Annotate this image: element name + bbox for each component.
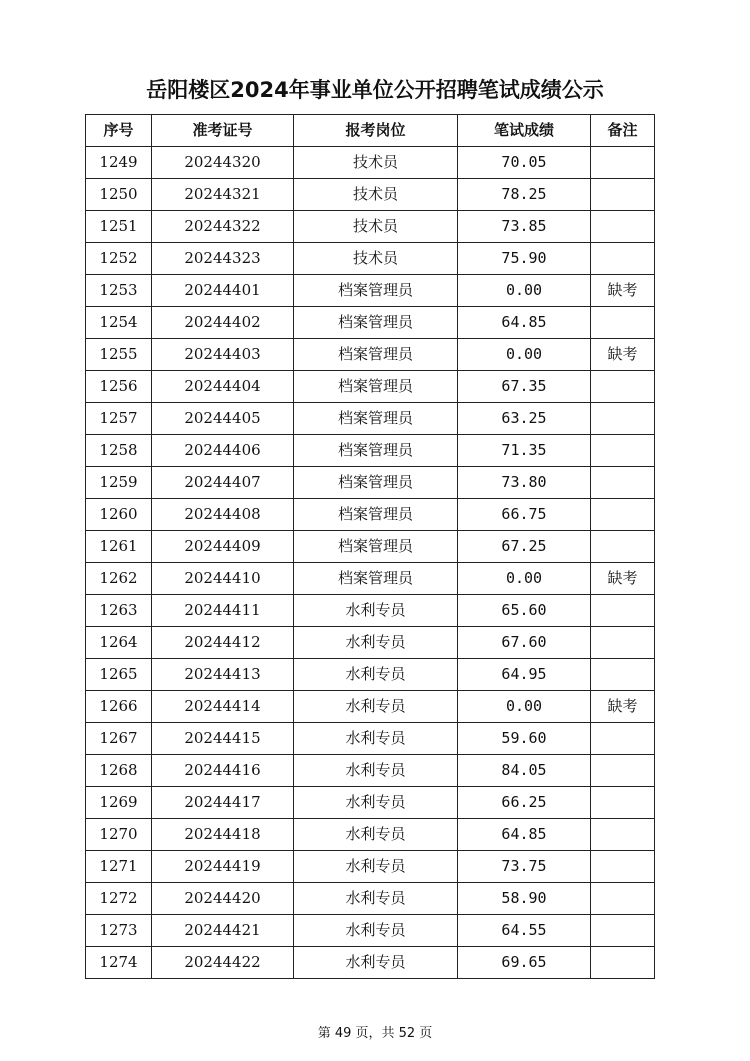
cell-score: 67.60 — [458, 627, 591, 659]
cell-score: 66.75 — [458, 499, 591, 531]
cell-note — [591, 531, 655, 563]
cell-seq: 1272 — [86, 883, 152, 915]
cell-exam-id: 20244419 — [152, 851, 294, 883]
cell-note — [591, 467, 655, 499]
cell-post: 水利专员 — [294, 915, 458, 947]
cell-exam-id: 20244409 — [152, 531, 294, 563]
table-row — [86, 787, 655, 819]
cell-seq: 1259 — [86, 467, 152, 499]
cell-score: 73.80 — [458, 467, 591, 499]
cell-score: 59.60 — [458, 723, 591, 755]
cell-seq: 1261 — [86, 531, 152, 563]
cell-note — [591, 147, 655, 179]
cell-exam-id: 20244406 — [152, 435, 294, 467]
cell-note — [591, 403, 655, 435]
cell-post: 水利专员 — [294, 723, 458, 755]
cell-note — [591, 755, 655, 787]
cell-score: 0.00 — [458, 275, 591, 307]
cell-score: 67.25 — [458, 531, 591, 563]
cell-post: 技术员 — [294, 243, 458, 275]
cell-score: 73.85 — [458, 211, 591, 243]
cell-note — [591, 179, 655, 211]
header-note: 备注 — [591, 115, 655, 147]
cell-exam-id: 20244415 — [152, 723, 294, 755]
cell-note — [591, 915, 655, 947]
cell-score: 64.85 — [458, 819, 591, 851]
cell-exam-id: 20244411 — [152, 595, 294, 627]
table-row — [86, 723, 655, 755]
cell-score: 69.65 — [458, 947, 591, 979]
cell-exam-id: 20244403 — [152, 339, 294, 371]
table-row — [86, 915, 655, 947]
cell-exam-id: 20244422 — [152, 947, 294, 979]
cell-exam-id: 20244320 — [152, 147, 294, 179]
cell-score: 66.25 — [458, 787, 591, 819]
scores-table — [85, 114, 655, 979]
cell-note — [591, 371, 655, 403]
cell-seq: 1253 — [86, 275, 152, 307]
cell-note — [591, 211, 655, 243]
cell-exam-id: 20244408 — [152, 499, 294, 531]
cell-post: 水利专员 — [294, 819, 458, 851]
table-row — [86, 755, 655, 787]
cell-seq: 1256 — [86, 371, 152, 403]
cell-exam-id: 20244407 — [152, 467, 294, 499]
header-seq: 序号 — [86, 115, 152, 147]
cell-post: 水利专员 — [294, 947, 458, 979]
table-row — [86, 243, 655, 275]
cell-score: 75.90 — [458, 243, 591, 275]
cell-exam-id: 20244413 — [152, 659, 294, 691]
table-row — [86, 563, 655, 595]
cell-exam-id: 20244412 — [152, 627, 294, 659]
cell-note: 缺考 — [591, 691, 655, 723]
table-row — [86, 179, 655, 211]
cell-post: 档案管理员 — [294, 563, 458, 595]
cell-note — [591, 499, 655, 531]
cell-note — [591, 851, 655, 883]
cell-post: 档案管理员 — [294, 531, 458, 563]
cell-exam-id: 20244421 — [152, 915, 294, 947]
cell-post: 档案管理员 — [294, 435, 458, 467]
cell-post: 水利专员 — [294, 595, 458, 627]
cell-exam-id: 20244322 — [152, 211, 294, 243]
cell-post: 水利专员 — [294, 851, 458, 883]
cell-seq: 1265 — [86, 659, 152, 691]
table-row — [86, 819, 655, 851]
table-row — [86, 627, 655, 659]
cell-score: 67.35 — [458, 371, 591, 403]
cell-post: 技术员 — [294, 211, 458, 243]
cell-note — [591, 435, 655, 467]
cell-post: 档案管理员 — [294, 307, 458, 339]
table-row — [86, 595, 655, 627]
cell-exam-id: 20244418 — [152, 819, 294, 851]
page-footer: 第 49 页，共 52 页 — [317, 1026, 433, 1041]
cell-exam-id: 20244420 — [152, 883, 294, 915]
table-row — [86, 499, 655, 531]
cell-exam-id: 20244405 — [152, 403, 294, 435]
cell-note — [591, 627, 655, 659]
cell-seq: 1255 — [86, 339, 152, 371]
table-body — [86, 147, 655, 979]
cell-post: 档案管理员 — [294, 499, 458, 531]
cell-post: 技术员 — [294, 179, 458, 211]
table-row — [86, 467, 655, 499]
cell-exam-id: 20244323 — [152, 243, 294, 275]
cell-note — [591, 659, 655, 691]
table-row — [86, 339, 655, 371]
cell-seq: 1267 — [86, 723, 152, 755]
table-row — [86, 371, 655, 403]
cell-note: 缺考 — [591, 339, 655, 371]
cell-seq: 1262 — [86, 563, 152, 595]
cell-post: 档案管理员 — [294, 371, 458, 403]
table-row — [86, 947, 655, 979]
cell-seq: 1254 — [86, 307, 152, 339]
cell-post: 技术员 — [294, 147, 458, 179]
cell-seq: 1249 — [86, 147, 152, 179]
cell-seq: 1252 — [86, 243, 152, 275]
cell-seq: 1257 — [86, 403, 152, 435]
cell-seq: 1270 — [86, 819, 152, 851]
table-row — [86, 851, 655, 883]
header-score: 笔试成绩 — [458, 115, 591, 147]
cell-exam-id: 20244404 — [152, 371, 294, 403]
cell-post: 水利专员 — [294, 755, 458, 787]
cell-exam-id: 20244417 — [152, 787, 294, 819]
cell-post: 档案管理员 — [294, 275, 458, 307]
table-row — [86, 403, 655, 435]
cell-score: 0.00 — [458, 339, 591, 371]
cell-seq: 1271 — [86, 851, 152, 883]
cell-score: 84.05 — [458, 755, 591, 787]
table-row — [86, 531, 655, 563]
cell-note — [591, 595, 655, 627]
cell-score: 63.25 — [458, 403, 591, 435]
cell-seq: 1260 — [86, 499, 152, 531]
header-exam-id: 准考证号 — [152, 115, 294, 147]
cell-score: 70.05 — [458, 147, 591, 179]
table-row — [86, 435, 655, 467]
cell-exam-id: 20244321 — [152, 179, 294, 211]
cell-seq: 1250 — [86, 179, 152, 211]
cell-post: 水利专员 — [294, 883, 458, 915]
cell-seq: 1268 — [86, 755, 152, 787]
table-row — [86, 275, 655, 307]
cell-exam-id: 20244414 — [152, 691, 294, 723]
cell-post: 档案管理员 — [294, 339, 458, 371]
cell-exam-id: 20244401 — [152, 275, 294, 307]
cell-exam-id: 20244402 — [152, 307, 294, 339]
table-row — [86, 883, 655, 915]
cell-post: 水利专员 — [294, 787, 458, 819]
cell-score: 73.75 — [458, 851, 591, 883]
cell-post: 水利专员 — [294, 659, 458, 691]
cell-note: 缺考 — [591, 563, 655, 595]
cell-note: 缺考 — [591, 275, 655, 307]
table-row — [86, 691, 655, 723]
cell-post: 档案管理员 — [294, 403, 458, 435]
table-row — [86, 307, 655, 339]
cell-exam-id: 20244410 — [152, 563, 294, 595]
cell-score: 58.90 — [458, 883, 591, 915]
cell-note — [591, 307, 655, 339]
cell-seq: 1269 — [86, 787, 152, 819]
cell-post: 水利专员 — [294, 691, 458, 723]
cell-seq: 1263 — [86, 595, 152, 627]
header-post: 报考岗位 — [294, 115, 458, 147]
cell-score: 64.55 — [458, 915, 591, 947]
cell-note — [591, 787, 655, 819]
table-header-row — [86, 115, 655, 147]
table-row — [86, 211, 655, 243]
cell-note — [591, 243, 655, 275]
cell-seq: 1251 — [86, 211, 152, 243]
page-title: 岳阳楼区2024年事业单位公开招聘笔试成绩公示 — [146, 78, 604, 102]
cell-note — [591, 947, 655, 979]
cell-seq: 1258 — [86, 435, 152, 467]
cell-exam-id: 20244416 — [152, 755, 294, 787]
cell-seq: 1273 — [86, 915, 152, 947]
cell-score: 64.95 — [458, 659, 591, 691]
cell-post: 水利专员 — [294, 627, 458, 659]
cell-score: 0.00 — [458, 691, 591, 723]
table-row — [86, 147, 655, 179]
cell-seq: 1264 — [86, 627, 152, 659]
cell-score: 78.25 — [458, 179, 591, 211]
cell-score: 0.00 — [458, 563, 591, 595]
cell-note — [591, 819, 655, 851]
cell-score: 64.85 — [458, 307, 591, 339]
cell-score: 65.60 — [458, 595, 591, 627]
cell-post: 档案管理员 — [294, 467, 458, 499]
cell-score: 71.35 — [458, 435, 591, 467]
cell-seq: 1266 — [86, 691, 152, 723]
cell-seq: 1274 — [86, 947, 152, 979]
cell-note — [591, 883, 655, 915]
table-row — [86, 659, 655, 691]
cell-note — [591, 723, 655, 755]
